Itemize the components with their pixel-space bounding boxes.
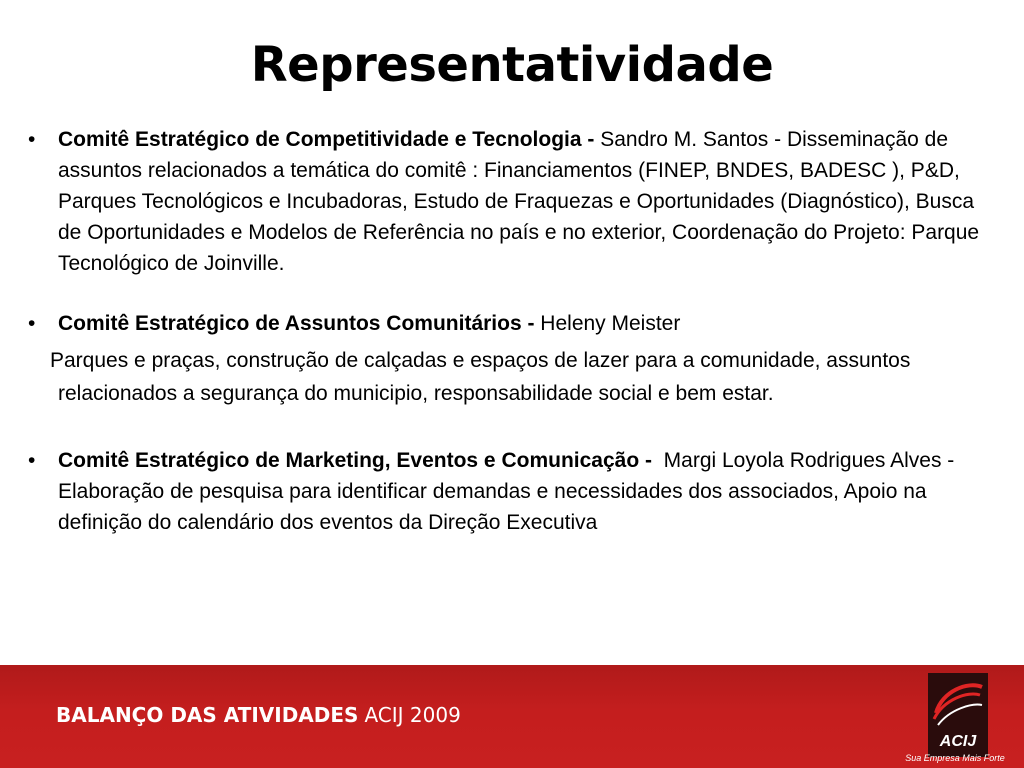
bullet-text (58, 308, 1000, 339)
footer-banner (0, 665, 1024, 768)
logo-swoosh-icon (928, 673, 988, 733)
footer-title (56, 703, 461, 727)
bullet-heading: Comitê Estratégico de Competitividade e Tecnologia - (58, 128, 595, 151)
bullet-body: Margi Loyola Rodrigues Alves - Elaboração de pesquisa para identificar demandas e necessidades dos associados, Apoio na definição do calendário dos eventos da Direção Executiva (58, 449, 961, 534)
bullet-body: Heleny Meister (534, 312, 681, 335)
bullet-paragraph: Parques e praças, construção de calçadas e espaços de lazer para a comunidade, assuntos relacionados a segurança do municipio, responsabilidade social e bem estar. (50, 349, 911, 405)
bullet-heading: Comitê Estratégico de Marketing, Eventos e Comunicação - (58, 449, 652, 472)
bullet-icon: • (28, 128, 36, 151)
bullet-text (58, 124, 1000, 279)
footer-title-bold: BALANÇO DAS ATIVIDADES (56, 703, 359, 727)
footer-title-light: ACIJ 2009 (364, 703, 461, 727)
bullet-item-comunitarios (28, 308, 1000, 339)
acij-logo (905, 673, 1010, 763)
bullet-item-marketing (28, 445, 1000, 538)
bullet-text (58, 445, 1000, 538)
bullet-body: Sandro M. Santos - Disseminação de assuntos relacionados a temática do comitê : Financiamentos (FINEP, BNDES, BADESC ), P&D, Parques Tecnológicos e Incubadoras, Estudo de Fraquezas e Oportunidades (Diagnóstico), Busca de Oportunidades e Modelos de Referência no país e no exterior, Coordenação do Projeto: Parque Tecnológico de Joinville. (58, 128, 980, 275)
bullet-item-competitividade (28, 124, 1000, 279)
logo-tagline: Sua Empresa Mais Forte (905, 753, 1005, 763)
bullet-icon: • (28, 449, 36, 472)
bullet-icon: • (28, 312, 36, 335)
bullet-heading: Comitê Estratégico de Assuntos Comunitários - (58, 312, 535, 335)
bullet-list (28, 124, 1000, 538)
slide-title: Representatividade (250, 37, 774, 93)
logo-text: ACIJ (939, 733, 977, 750)
